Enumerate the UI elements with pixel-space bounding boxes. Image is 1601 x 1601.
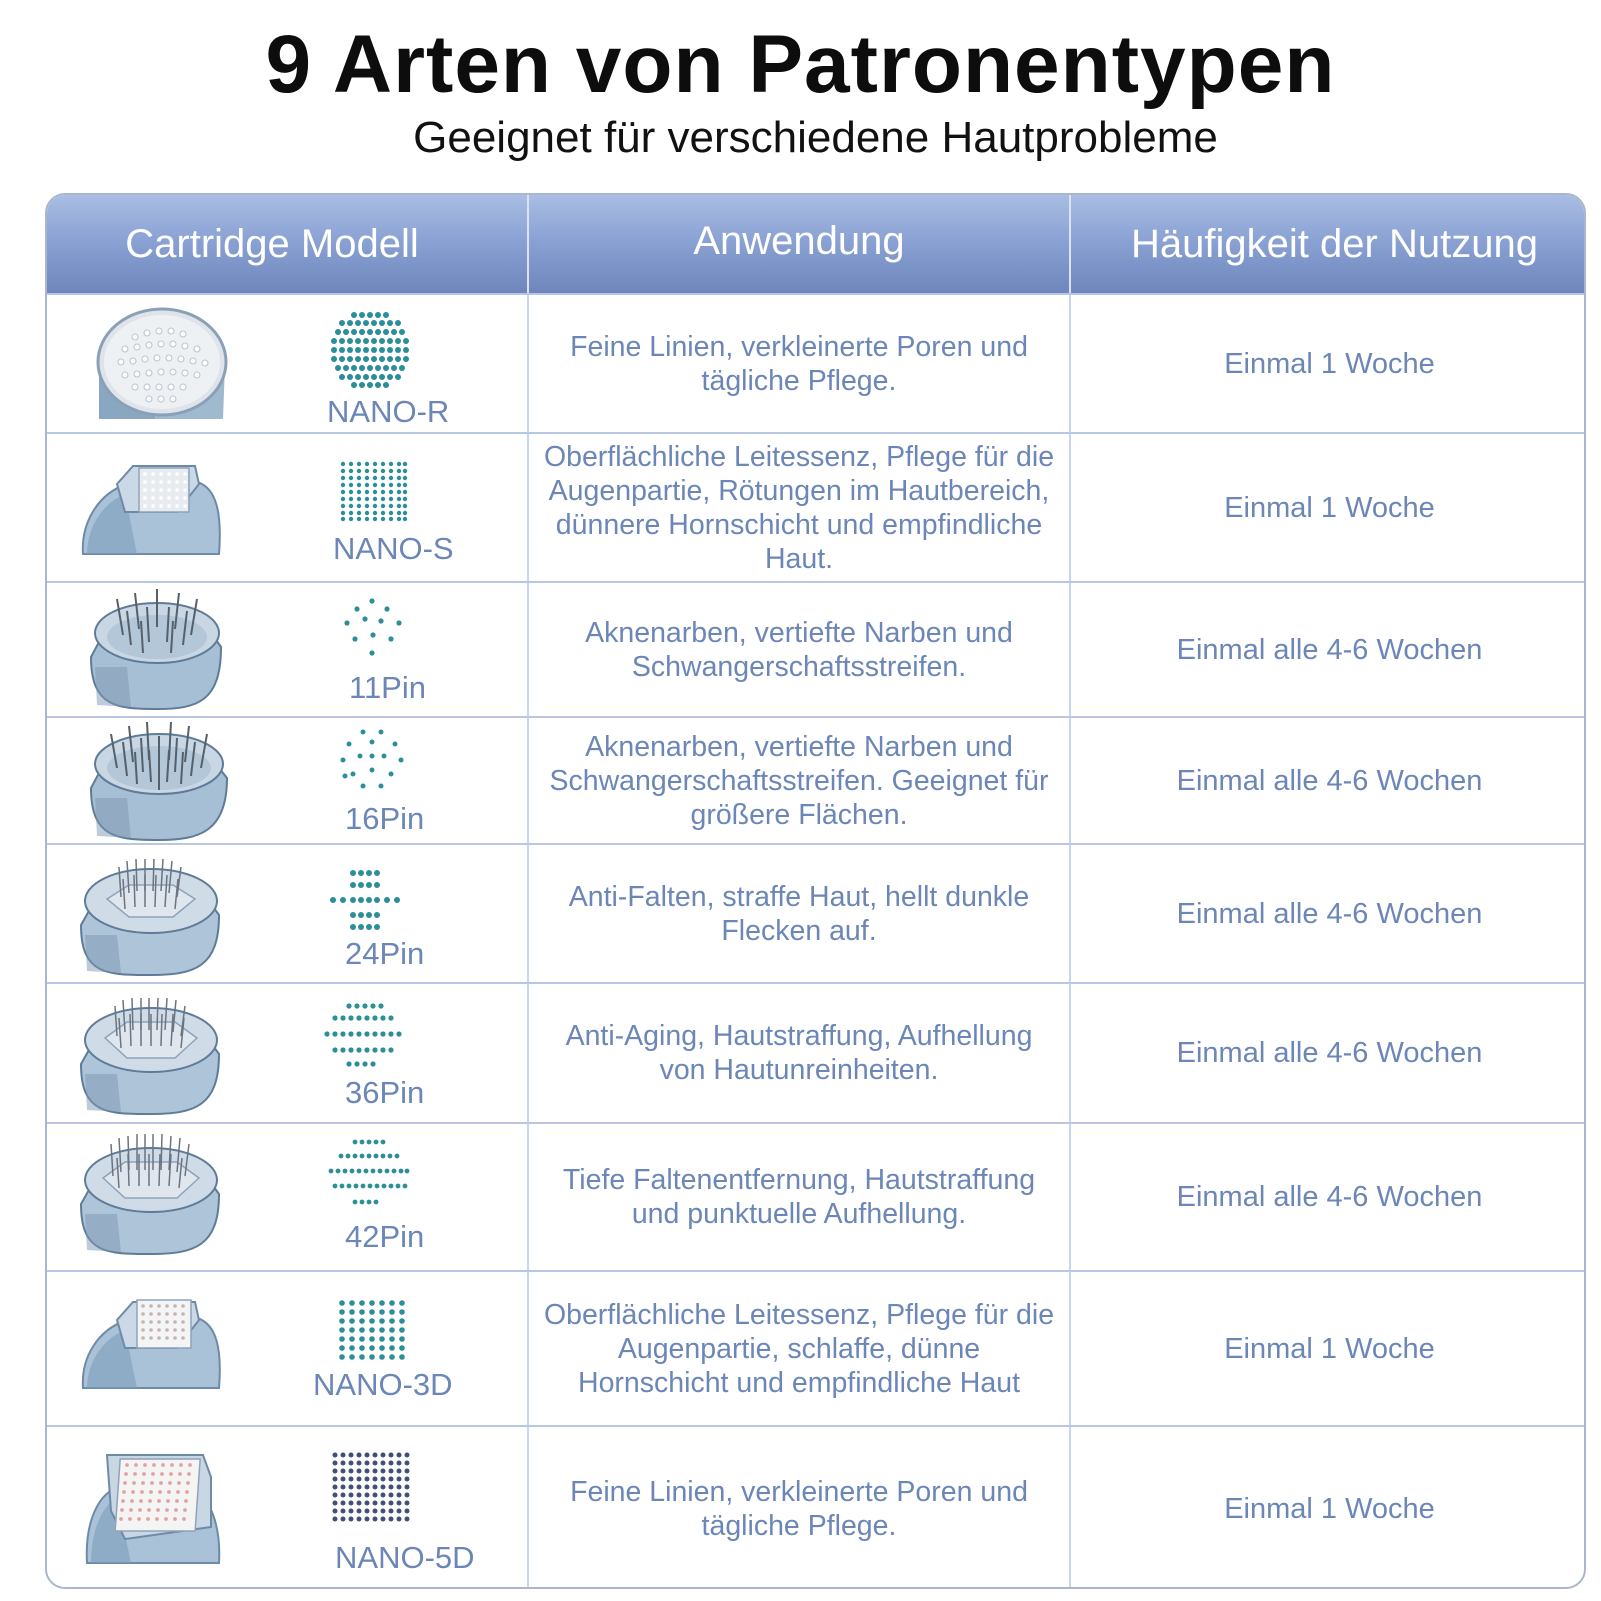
square-nano-cartridge-icon: [81, 1447, 231, 1571]
table-row: [47, 843, 1584, 982]
cross-dot-pattern-icon: [329, 869, 401, 931]
frequency-cell: Einmal 1 Woche: [1224, 491, 1435, 524]
cartridge-model-cell: [47, 434, 529, 581]
cartridge-table: [45, 193, 1586, 1589]
table-row: [47, 1425, 1584, 1589]
table-row: [47, 982, 1584, 1122]
cartridge-model-cell: [47, 583, 529, 716]
cartridge-model-cell: [47, 295, 529, 432]
application-cell: Oberflächliche Leitessenz, Pflege für die Augenpartie, schlaffe, dünne Hornschicht und empfindliche Haut: [529, 1272, 1071, 1425]
application-cell: Anti-Aging, Hautstraffung, Aufhellung von Hautunreinheiten.: [529, 984, 1071, 1122]
frequency-cell: Einmal alle 4-6 Wochen: [1176, 633, 1483, 666]
cartridge-model-cell: [47, 1124, 529, 1270]
header-application: Anwendung: [529, 195, 1071, 293]
frequency-cell: Einmal alle 4-6 Wochen: [1176, 1181, 1483, 1213]
frequency-cell: Einmal 1 Woche: [1224, 1332, 1435, 1365]
cartridge-model-cell: [47, 1272, 529, 1425]
dense-needle-cartridge-icon: [77, 1132, 227, 1258]
round-dot-grid-icon: [329, 309, 411, 391]
frequency-cell: Einmal alle 4-6 Wochen: [1176, 764, 1483, 797]
table-row: [47, 1122, 1584, 1270]
frequency-cell: Einmal alle 4-6 Wochen: [1176, 897, 1483, 930]
table-row: [47, 581, 1584, 716]
square-nano-cartridge-icon: [77, 1292, 227, 1396]
application-cell: Feine Linien, verkleinerte Poren und tägliche Pflege.: [529, 1427, 1071, 1589]
square-dot-grid-icon: [339, 460, 409, 522]
model-name: NANO-S: [333, 531, 454, 566]
application-cell: Feine Linien, verkleinerte Poren und tägliche Pflege.: [529, 295, 1071, 432]
square-nano-cartridge-icon: [77, 454, 227, 564]
model-name: 42Pin: [345, 1219, 425, 1254]
dense-needle-cartridge-icon: [77, 996, 227, 1116]
model-name: NANO-R: [327, 394, 450, 429]
header-frequency: Häufigkeit der Nutzung: [1131, 221, 1538, 266]
needle-cartridge-icon: [87, 720, 232, 842]
sparse-dot-pattern-icon: [339, 728, 405, 794]
oval-dot-pattern-icon: [323, 1002, 407, 1072]
application-cell: Aknenarben, vertiefte Narben und Schwangerschaftsstreifen.: [529, 583, 1071, 716]
cartridge-model-cell: [47, 1427, 529, 1589]
table-row: [47, 432, 1584, 581]
round-nano-cartridge-icon: [95, 307, 230, 422]
header-cartridge-model: Cartridge Modell: [47, 195, 529, 293]
model-name: 24Pin: [345, 936, 425, 971]
cartridge-model-cell: [47, 718, 529, 843]
page-subtitle: Geeignet für verschiedene Hautprobleme: [413, 113, 1218, 162]
square-dot-grid-icon: [337, 1298, 407, 1362]
table-row: [47, 716, 1584, 843]
application-cell: Aknenarben, vertiefte Narben und Schwangerschaftsstreifen. Geeignet für größere Flächen.: [529, 718, 1071, 843]
frequency-cell: Einmal 1 Woche: [1224, 1493, 1435, 1525]
model-name: 36Pin: [345, 1075, 425, 1110]
table-row: [47, 293, 1584, 432]
square-dot-grid-icon: [331, 1451, 415, 1527]
table-row: [47, 1270, 1584, 1425]
application-cell: Oberflächliche Leitessenz, Pflege für die Augenpartie, Rötungen im Hautbereich, dünnere Hornschicht und empfindliche Haut.: [529, 434, 1071, 581]
model-name: NANO-3D: [313, 1367, 453, 1402]
table-header: [47, 195, 1584, 293]
model-name: NANO-5D: [335, 1540, 475, 1575]
dense-needle-cartridge-icon: [77, 857, 227, 977]
frequency-cell: Einmal 1 Woche: [1224, 347, 1435, 380]
application-cell: Anti-Falten, straffe Haut, hellt dunkle Flecken auf.: [529, 845, 1071, 982]
oval-dot-pattern-icon: [327, 1138, 411, 1210]
frequency-cell: Einmal alle 4-6 Wochen: [1176, 1037, 1483, 1069]
needle-cartridge-icon: [87, 587, 227, 712]
page-title: 9 Arten von Patronentypen: [265, 19, 1336, 110]
model-name: 16Pin: [345, 801, 425, 836]
cartridge-model-cell: [47, 984, 529, 1122]
cartridge-model-cell: [47, 845, 529, 982]
model-name: 11Pin: [349, 670, 426, 705]
sparse-dot-pattern-icon: [341, 597, 403, 659]
application-cell: Tiefe Faltenentfernung, Hautstraffung und punktuelle Aufhellung.: [529, 1124, 1071, 1270]
